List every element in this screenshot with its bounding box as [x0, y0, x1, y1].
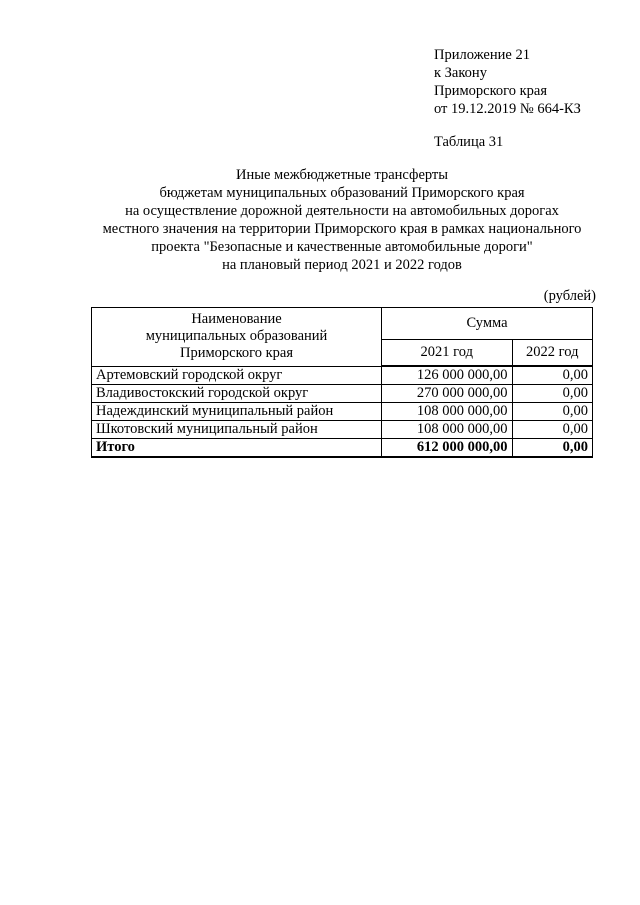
appendix-line: к Закону: [434, 65, 487, 81]
appendix-reference: [434, 46, 581, 118]
row-amount-2021: 108 000 000,00: [382, 403, 513, 421]
row-name: Артемовский городской округ: [92, 366, 382, 385]
header-sum: Сумма: [382, 308, 593, 340]
header-year-2021: 2021 год: [382, 340, 513, 367]
title-line: на осуществление дорожной деятельности на автомобильных дорогах: [125, 203, 559, 219]
title-line: проекта "Безопасные и качественные автомобильные дороги": [151, 239, 533, 255]
row-amount-2022: 0,00: [512, 403, 592, 421]
header-name-line: муниципальных образований: [145, 328, 328, 345]
header-year-2022: 2022 год: [512, 340, 592, 367]
appendix-line: Приморского края: [434, 83, 548, 99]
header-name-line: Наименование: [191, 311, 282, 328]
table-row: [92, 403, 593, 421]
document-title: [60, 166, 624, 274]
total-amount-2021: 612 000 000,00: [382, 439, 513, 458]
title-line: бюджетам муниципальных образований Приморского края: [159, 185, 525, 201]
row-amount-2022: 0,00: [512, 421, 592, 439]
title-line: Иные межбюджетные трансферты: [235, 167, 449, 183]
appendix-line: от 19.12.2019 № 664-КЗ: [434, 101, 581, 117]
title-line: местного значения на территории Приморского края в рамках национального: [102, 221, 582, 237]
row-amount-2021: 126 000 000,00: [382, 366, 513, 385]
appendix-line: Приложение 21: [434, 47, 530, 63]
row-amount-2022: 0,00: [512, 366, 592, 385]
row-amount-2021: 108 000 000,00: [382, 421, 513, 439]
transfers-table: [91, 307, 593, 458]
row-amount-2021: 270 000 000,00: [382, 385, 513, 403]
table-row: [92, 385, 593, 403]
row-amount-2022: 0,00: [512, 385, 592, 403]
row-name: Владивостокский городской округ: [92, 385, 382, 403]
header-name-line: Приморского края: [179, 345, 293, 362]
table-row: [92, 421, 593, 439]
title-line: на плановый период 2021 и 2022 годов: [222, 257, 462, 273]
units-label: (рублей): [543, 288, 596, 304]
table-number: Таблица 31: [434, 134, 504, 150]
total-row: [92, 439, 593, 458]
table-row: [92, 366, 593, 385]
total-amount-2022: 0,00: [512, 439, 592, 458]
header-name: [92, 308, 382, 367]
total-label: Итого: [92, 439, 382, 458]
row-name: Шкотовский муниципальный район: [92, 421, 382, 439]
row-name: Надеждинский муниципальный район: [92, 403, 382, 421]
